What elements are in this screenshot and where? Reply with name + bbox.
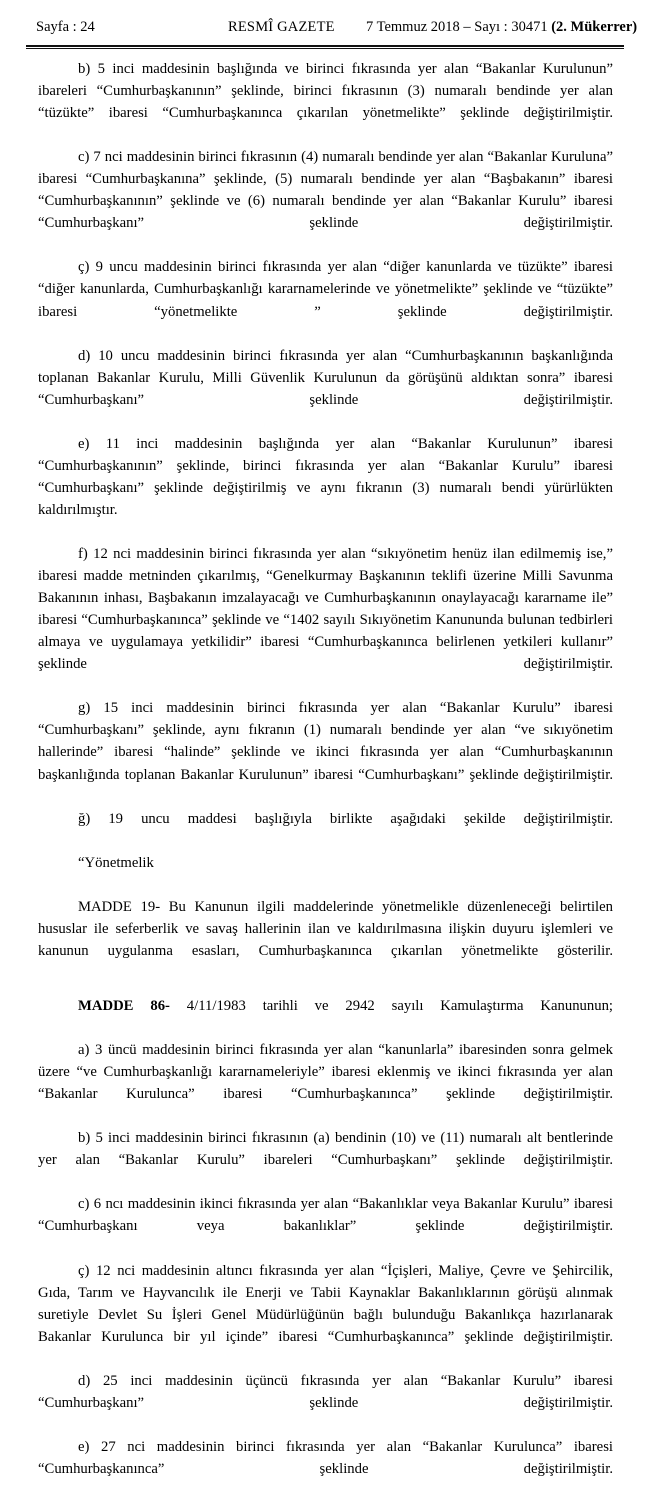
paragraph-item-c: c) 7 nci maddesinin birinci fıkrasının (4) numaralı bendinde yer alan “Bakanlar Kuruluna” ibaresi “Cumhurbaşkanına” şeklinde, (5) numaralı bendinde yer alan “Başbakanın” ibaresi “Cumhurbaşkanının” şeklinde ve (6) numaralı bendinde yer alan “Bakanlar Kurulu” ibaresi “Cumhurbaşkanı” şeklinde değiştirilmiştir.: [38, 149, 613, 232]
paragraph-m86-item-e: e) 27 nci maddesinin birinci fıkrasında yer alan “Bakanlar Kurulunca” ibaresi “Cumhurbaşkanınca” şeklinde değiştirilmiştir.: [38, 1438, 613, 1477]
paragraph-item-f: f) 12 nci maddesinin birinci fıkrasında yer alan “sıkıyönetim henüz ilan edilmemiş ise,” ibaresi madde metninden çıkarılmış, “Genelkurmay Başkanının teklifi üzerine Milli Savunma Bakanının inhası, Başbakanın imzalayacağı ve Cumhurbaşkanının onaylayacağı kararname ile” ibaresi “Cumhurbaşkanınca” şeklinde ve “1402 sayılı Sıkıyönetim Kanununda bulunan tedbirleri almaya ve uygulamaya yetkilidir” ibaresi “Cumhurbaşkanınca belirlenen yetkileri kullanır” şeklinde değiştirilmiştir.: [38, 546, 613, 673]
paragraph-item-b-first: b) 5 inci maddesinin başlığında ve birinci fıkrasında yer alan “Bakanlar Kurulunun” ibareleri “Cumhurbaşkanının” şeklinde, birinci fıkrasının (3) numaralı bendinde yer alan “tüzükte” ibaresi “Cumhurbaşkanınca çıkarılan yönetmelikte” şeklinde değiştirilmiştir.: [38, 61, 613, 122]
running-header: [36, 0, 638, 43]
paragraph-item-g: g) 15 inci maddesinin birinci fıkrasında yer alan “Bakanlar Kurulu” ibaresi “Cumhurbaşkanı” şeklinde, aynı fıkranın (1) numaralı bendinde yer alan “ve sıkıyönetim hallerinde” ibaresi “halinde” şeklinde ve ikinci fıkrasında yer alan “Cumhurbaşkanının başkanlığında toplanan Bakanlar Kurulunun” ibaresi “Cumhurbaşkanı” şeklinde değiştirilmiştir.: [38, 700, 613, 783]
issue-date-number: 7 Temmuz 2018 – Sayı : 30471: [366, 19, 548, 35]
paragraph-m86-item-b: b) 5 inci maddesinin birinci fıkrasının (a) bendinin (10) ve (11) numaralı alt bentlerinde yer alan “Bakanlar Kurulu” ibareleri “Cumhurbaşkanı” şeklinde değiştirilmiştir.: [38, 1130, 613, 1169]
paragraph-m86-item-c-cedilla: ç) 12 nci maddesinin altıncı fıkrasında yer alan “İçişleri, Maliye, Çevre ve Şehircilik, Gıda, Tarım ve Hayvancılık ile Enerji ve Tabii Kaynaklar Bakanlıklarının görüşü alınmak suretiyle Devlet Su İşleri Genel Müdürlüğünün bağlı bulunduğu Bakanlıkça hazırlanarak Bakanlar Kurulunca bir yıl içinde” ibaresi “Cumhurbaşkanınca” şeklinde değiştirilmiştir.: [38, 1262, 613, 1345]
issue-info: [366, 19, 637, 36]
page-number-label: Sayfa : 24: [36, 19, 95, 35]
paragraph-madde-19: MADDE 19- Bu Kanunun ilgili maddelerinde yönetmelikle düzenleneceği belirtilen hususlar ile seferberlik ve savaş hallerinin ilan ve kaldırılmasına ilişkin duyuru işlemleri ve kanunun uygulanma esasları, Cumhurbaşkanınca çıkarılan yönetmelikte gösterilir.: [38, 898, 613, 959]
paragraph-m86-item-a: a) 3 üncü maddesinin birinci fıkrasında yer alan “kanunlarla” ibaresinden sonra gelmek üzere “ve Cumhurbaşkanlığı kararnameleriyle” ibaresi eklenmiş ve ikinci fıkrasında yer alan “Bakanlar Kurulunca” ibaresi “Cumhurbaşkanınca” şeklinde değiştirilmiştir.: [38, 1042, 613, 1103]
section-label: MADDE 86-: [78, 997, 170, 1014]
paragraph-item-c-cedilla: ç) 9 uncu maddesinin birinci fıkrasında yer alan “diğer kanunlarda ve tüzükte” ibaresi “diğer kanunlarda, Cumhurbaşkanlığı kararnamelerinde ve yönetmelikte” şeklinde ve “tüzükte” ibaresi “yönetmelikte ” şeklinde değiştirilmiştir.: [38, 259, 613, 320]
paragraph-item-g-breve: ğ) 19 uncu maddesi başlığıyla birlikte aşağıdaki şekilde değiştirilmiştir.: [78, 810, 613, 827]
paragraph-m86-item-d: d) 25 inci maddesinin üçüncü fıkrasında yer alan “Bakanlar Kurulu” ibaresi “Cumhurbaşkanı” şeklinde değiştirilmiştir.: [38, 1372, 613, 1411]
supplement-label: (2. Mükerrer): [551, 19, 638, 35]
paragraph-item-e: e) 11 inci maddesinin başlığında yer alan “Bakanlar Kurulunun” ibaresi “Cumhurbaşkanının” şeklinde, birinci fıkrasında yer alan “Bakanlar Kurulu” ibaresi “Cumhurbaşkanı” şeklinde değiştirilmiş ve aynı fıkranın (3) numaralı bendi yürürlükten kaldırılmıştır.: [38, 435, 613, 518]
paragraph-m86-item-c: c) 6 ncı maddesinin ikinci fıkrasında yer alan “Bakanlıklar veya Bakanlar Kurulu” ibaresi “Cumhurbaşkanı veya bakanlıklar” şeklinde değiştirilmiştir.: [38, 1196, 613, 1235]
paragraph-quote-yonetmelik: “Yönetmelik: [78, 854, 154, 871]
paragraph-item-d: d) 10 uncu maddesinin birinci fıkrasında yer alan “Cumhurbaşkanının başkanlığında toplanan Bakanlar Kurulu, Milli Güvenlik Kurulunun da görüşünü aldıktan sonra” ibaresi “Cumhurbaşkanı” şeklinde değiştirilmiştir.: [38, 347, 613, 408]
paragraph-madde-86-head: MADDE 86- 4/11/1983 tarihli ve 2942 sayılı Kamulaştırma Kanununun;: [78, 997, 613, 1014]
document-body: [38, 49, 613, 1502]
publication-title: RESMÎ GAZETE: [228, 19, 335, 35]
